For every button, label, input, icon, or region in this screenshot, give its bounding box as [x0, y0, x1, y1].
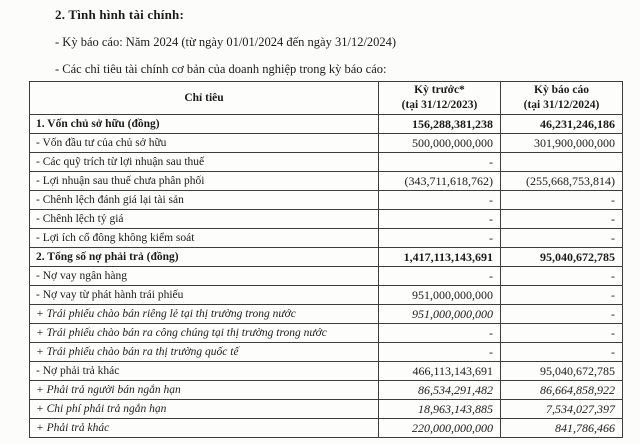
value-report-period: (255,668,753,814)	[501, 172, 623, 191]
row-label: + Trái phiếu chào bán ra thị trường quốc tế	[30, 343, 379, 362]
table-header-row	[30, 82, 623, 115]
value-prev-period: -	[379, 267, 501, 286]
value-prev-period: 220,000,000,000	[379, 419, 501, 438]
value-prev-period: -	[379, 324, 501, 343]
column-header-ky-truoc	[379, 82, 501, 115]
row-label: - Chênh lệch tỷ giá	[30, 210, 379, 229]
value-prev-period: 86,534,291,482	[379, 381, 501, 400]
table-row	[30, 191, 623, 210]
table-row	[30, 305, 623, 324]
table-row	[30, 115, 623, 134]
value-prev-period: 156,288,381,238	[379, 115, 501, 134]
value-report-period: -	[501, 286, 623, 305]
value-prev-period: -	[379, 191, 501, 210]
table-row	[30, 400, 623, 419]
value-report-period: -	[501, 267, 623, 286]
value-report-period: -	[501, 191, 623, 210]
row-label: - Nợ vay từ phát hành trái phiếu	[30, 286, 379, 305]
value-report-period: 301,900,000,000	[501, 134, 623, 153]
row-label: + Phải trả người bán ngắn hạn	[30, 381, 379, 400]
value-report-period: -	[501, 343, 623, 362]
value-report-period: 841,786,466	[501, 419, 623, 438]
value-prev-period: (343,711,618,762)	[379, 172, 501, 191]
table-row	[30, 362, 623, 381]
intro-section	[0, 0, 640, 77]
row-label: + Phải trả khác	[30, 419, 379, 438]
row-label: - Nợ vay ngân hàng	[30, 267, 379, 286]
column-header-ky-bao-cao	[501, 82, 623, 115]
row-label: - Nợ phải trả khác	[30, 362, 379, 381]
value-report-period: 95,040,672,785	[501, 362, 623, 381]
table-row	[30, 267, 623, 286]
row-label: 1. Vốn chủ sở hữu (đồng)	[30, 115, 379, 134]
row-label: + Trái phiếu chào bán ra công chúng tại thị trường trong nước	[30, 324, 379, 343]
table-caption-line: - Các chỉ tiêu tài chính cơ bản của doanh nghiệp trong kỳ báo cáo:	[55, 62, 387, 76]
value-prev-period: 500,000,000,000	[379, 134, 501, 153]
row-label: - Lợi nhuận sau thuế chưa phân phối	[30, 172, 379, 191]
value-report-period: 7,534,027,397	[501, 400, 623, 419]
value-prev-period: 18,963,143,885	[379, 400, 501, 419]
ky-bao-cao-subtitle: (tại 31/12/2024)	[523, 99, 600, 111]
column-header-chi-tieu: Chỉ tiêu	[30, 82, 379, 115]
value-prev-period: 951,000,000,000	[379, 286, 501, 305]
value-report-period	[501, 153, 623, 172]
value-prev-period: 1,417,113,143,691	[379, 248, 501, 267]
table-row	[30, 286, 623, 305]
value-prev-period: -	[379, 153, 501, 172]
value-report-period: -	[501, 305, 623, 324]
value-prev-period: 951,000,000,000	[379, 305, 501, 324]
report-period-line: - Kỳ báo cáo: Năm 2024 (từ ngày 01/01/2024 đến ngày 31/12/2024)	[55, 35, 397, 49]
section-heading: 2. Tình hình tài chính:	[55, 7, 185, 22]
table-row	[30, 343, 623, 362]
value-prev-period: -	[379, 343, 501, 362]
value-report-period: -	[501, 210, 623, 229]
table-row	[30, 229, 623, 248]
value-prev-period: -	[379, 229, 501, 248]
value-report-period: -	[501, 229, 623, 248]
table-row	[30, 153, 623, 172]
value-report-period: 46,231,246,186	[501, 115, 623, 134]
row-label: - Vốn đầu tư của chủ sở hữu	[30, 134, 379, 153]
table-row	[30, 381, 623, 400]
row-label: - Các quỹ trích từ lợi nhuận sau thuế	[30, 153, 379, 172]
value-prev-period: 466,113,143,691	[379, 362, 501, 381]
row-label: 2. Tổng số nợ phải trả (đồng)	[30, 248, 379, 267]
table-row	[30, 324, 623, 343]
table-row	[30, 134, 623, 153]
table-row	[30, 419, 623, 438]
financial-indicators-table	[29, 81, 623, 438]
table-row	[30, 172, 623, 191]
table-row	[30, 248, 623, 267]
ky-bao-cao-title: Kỳ báo cáo	[534, 84, 589, 97]
value-report-period: 86,664,858,922	[501, 381, 623, 400]
row-label: - Lợi ích cổ đông không kiểm soát	[30, 229, 379, 248]
value-report-period: 95,040,672,785	[501, 248, 623, 267]
value-prev-period: -	[379, 210, 501, 229]
table-row	[30, 210, 623, 229]
value-report-period: -	[501, 324, 623, 343]
ky-truoc-title: Kỳ trước*	[414, 84, 465, 97]
row-label: - Chênh lệch đánh giá lại tài sản	[30, 191, 379, 210]
ky-truoc-subtitle: (tại 31/12/2023)	[401, 99, 478, 111]
row-label: + Chi phí phải trả ngắn hạn	[30, 400, 379, 419]
row-label: + Trái phiếu chào bán riêng lẻ tại thị trường trong nước	[30, 305, 379, 324]
